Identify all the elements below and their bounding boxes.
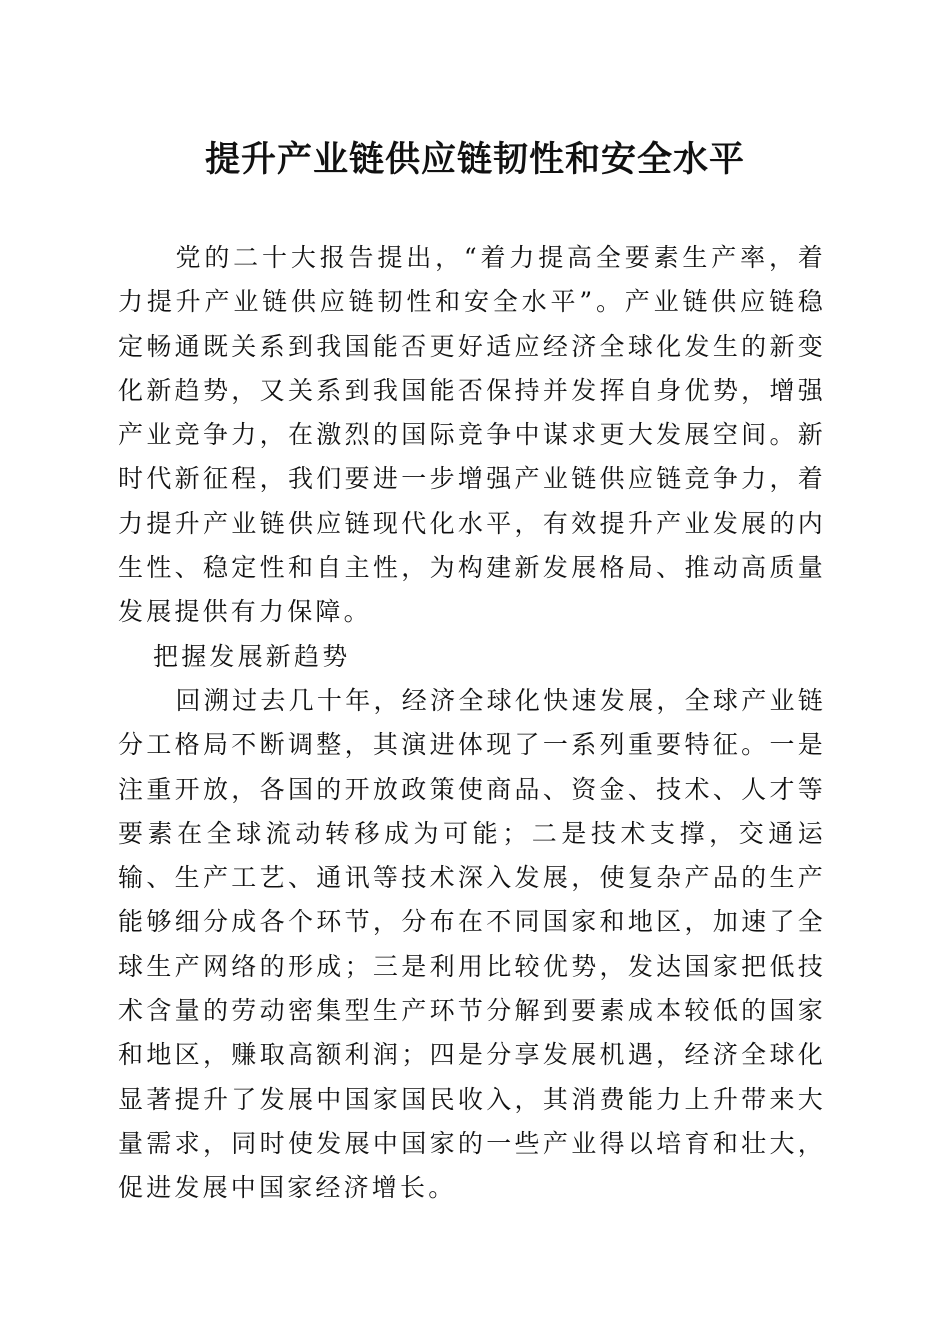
section-heading: 把握发展新趋势 — [153, 641, 351, 671]
document-body — [118, 236, 826, 1211]
section-paragraph: 回溯过去几十年，经济全球化快速发展，全球产业链分工格局不断调整，其演进体现了一系列重要特征。一是注重开放，各国的开放政策使商品、资金、技术、人才等要素在全球流动转移成为可能；二是技术支撑，交通运输、生产工艺、通讯等技术深入发展，使复杂产品的生产能够细分成各个环节，分布在不同国家和地区，加速了全球生产网络的形成；三是利用比较优势，发达国家把低技术含量的劳动密集型生产环节分解到要素成本较低的国家和地区，赚取高额利润；四是分享发展机遇，经济全球化显著提升了发展中国家国民收入，其消费能力上升带来大量需求，同时使发展中国家的一些产业得以培育和壮大，促进发展中国家经济增长。 — [118, 685, 826, 1203]
intro-paragraph: 党的二十大报告提出，“着力提高全要素生产率，着力提升产业链供应链韧性和安全水平”。产业链供应链稳定畅通既关系到我国能否更好适应经济全球化发生的新变化新趋势，又关系到我国能否保持并发挥自身优势，增强产业竞争力，在激烈的国际竞争中谋求更大发展空间。新时代新征程，我们要进一步增强产业链供应链竞争力，着力提升产业链供应链现代化水平，有效提升产业发展的内生性、稳定性和自主性，为构建新发展格局、推动高质量发展提供有力保障。 — [118, 243, 826, 627]
document-title: 提升产业链供应链韧性和安全水平 — [204, 139, 745, 180]
